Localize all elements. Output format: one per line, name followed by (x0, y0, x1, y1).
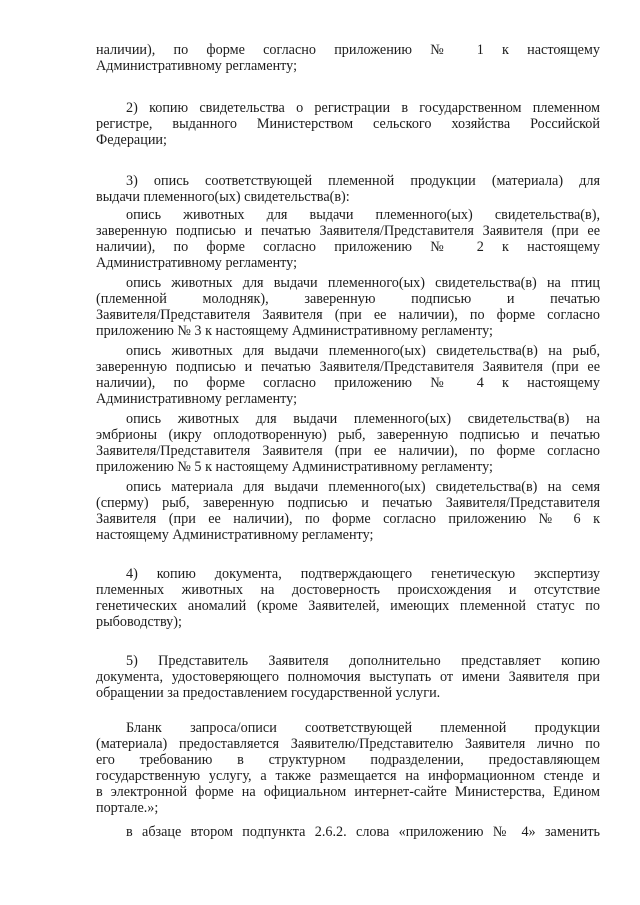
p-opis-animals (96, 207, 600, 271)
text-line: Административному регламенту; (96, 391, 298, 407)
text-line: эмбрионы (икру оплодотворенную) рыб, заверенную подписью и печатью (96, 427, 600, 443)
text-line: его требованию в структурном подразделении, предоставляющем (96, 752, 600, 768)
text-line: выдачи племенного(ых) свидетельства(в): (96, 189, 350, 205)
text-line: заверенную подписью и печатью Заявителя/Представителя Заявителя (при ее (96, 223, 600, 239)
text-line: опись животных для выдачи племенного(ых) свидетельства(в) на рыб, (126, 343, 600, 359)
text-line: наличии), по форме согласно приложению № 2 к настоящему (96, 239, 600, 255)
text-line: опись животных для выдачи племенного(ых) свидетельства(в), (126, 207, 600, 223)
text-line: наличии), по форме согласно приложению № 4 к настоящему (96, 375, 600, 391)
p-opis-embryos (96, 411, 600, 475)
text-line: генетических аномалий (кроме Заявителей, имеющих племенной статус по (96, 598, 600, 614)
text-line: 3) опись соответствующей племенной продукции (материала) для (126, 173, 600, 189)
text-line: (сперму) рыб, заверенную подписью и печатью Заявителя/Представителя (96, 495, 600, 511)
text-line: Административному регламенту; (96, 255, 298, 271)
text-line: портале.»; (96, 800, 159, 816)
text-line: 5) Представитель Заявителя дополнительно представляет копию (126, 653, 600, 669)
p-nalichii-app1 (96, 42, 600, 74)
text-line: Заявителя/Представителя Заявителя (при ее наличии), по форме согласно (96, 443, 600, 459)
text-line: (материала) предоставляется Заявителю/Представителю Заявителя лично по (96, 736, 600, 752)
p-item-3 (96, 173, 600, 205)
text-line: Федерации; (96, 132, 167, 148)
text-line: (племенной молодняк), заверенную подписью и печатью (96, 291, 600, 307)
text-line: наличии), по форме согласно приложению № 1 к настоящему (96, 42, 600, 58)
text-line: настоящему Административному регламенту; (96, 527, 374, 543)
p-item-4 (96, 566, 600, 630)
text-line: государственную услугу, а также размещается на информационном стенде и (96, 768, 600, 784)
text-line: опись животных для выдачи племенного(ых) свидетельства(в) на птиц (126, 275, 600, 291)
text-line: заверенную подписью и печатью Заявителя/Представителя Заявителя (при ее (96, 359, 600, 375)
p-abzac (96, 824, 600, 840)
text-line: в электронной форме на официальном интернет-сайте Министерства, Едином (96, 784, 600, 800)
text-line: опись материала для выдачи племенного(ых) свидетельства(в) на семя (126, 479, 600, 495)
text-line: Административному регламенту; (96, 58, 298, 74)
text-line: приложению № 5 к настоящему Административному регламенту; (96, 459, 493, 475)
p-opis-semen (96, 479, 600, 543)
text-line: опись животных для выдачи племенного(ых) свидетельства(в) на (126, 411, 600, 427)
text-line: Заявителя (при ее наличии), по форме согласно приложению № 6 к (96, 511, 600, 527)
p-item-5 (96, 653, 600, 701)
text-line: Бланк запроса/описи соответствующей племенной продукции (126, 720, 600, 736)
text-line: 2) копию свидетельства о регистрации в государственном племенном (126, 100, 600, 116)
p-opis-fish (96, 343, 600, 407)
text-line: племенных животных на достоверность происхождения и отсутствие (96, 582, 600, 598)
text-line: документа, удостоверяющего полномочия выступать от имени Заявителя при (96, 669, 600, 685)
p-opis-birds (96, 275, 600, 339)
p-item-2 (96, 100, 600, 148)
text-line: в абзаце втором подпункта 2.6.2. слова «приложению № 4» заменить (126, 824, 600, 840)
text-line: регистре, выданного Министерством сельского хозяйства Российской (96, 116, 600, 132)
text-line: Заявителя/Представителя Заявителя (при ее наличии), по форме согласно (96, 307, 600, 323)
text-line: 4) копию документа, подтверждающего генетическую экспертизу (126, 566, 600, 582)
p-blank (96, 720, 600, 816)
text-line: приложению № 3 к настоящему Административному регламенту; (96, 323, 493, 339)
text-line: обращении за предоставлением государственной услуги. (96, 685, 441, 701)
text-line: рыбоводству); (96, 614, 182, 630)
